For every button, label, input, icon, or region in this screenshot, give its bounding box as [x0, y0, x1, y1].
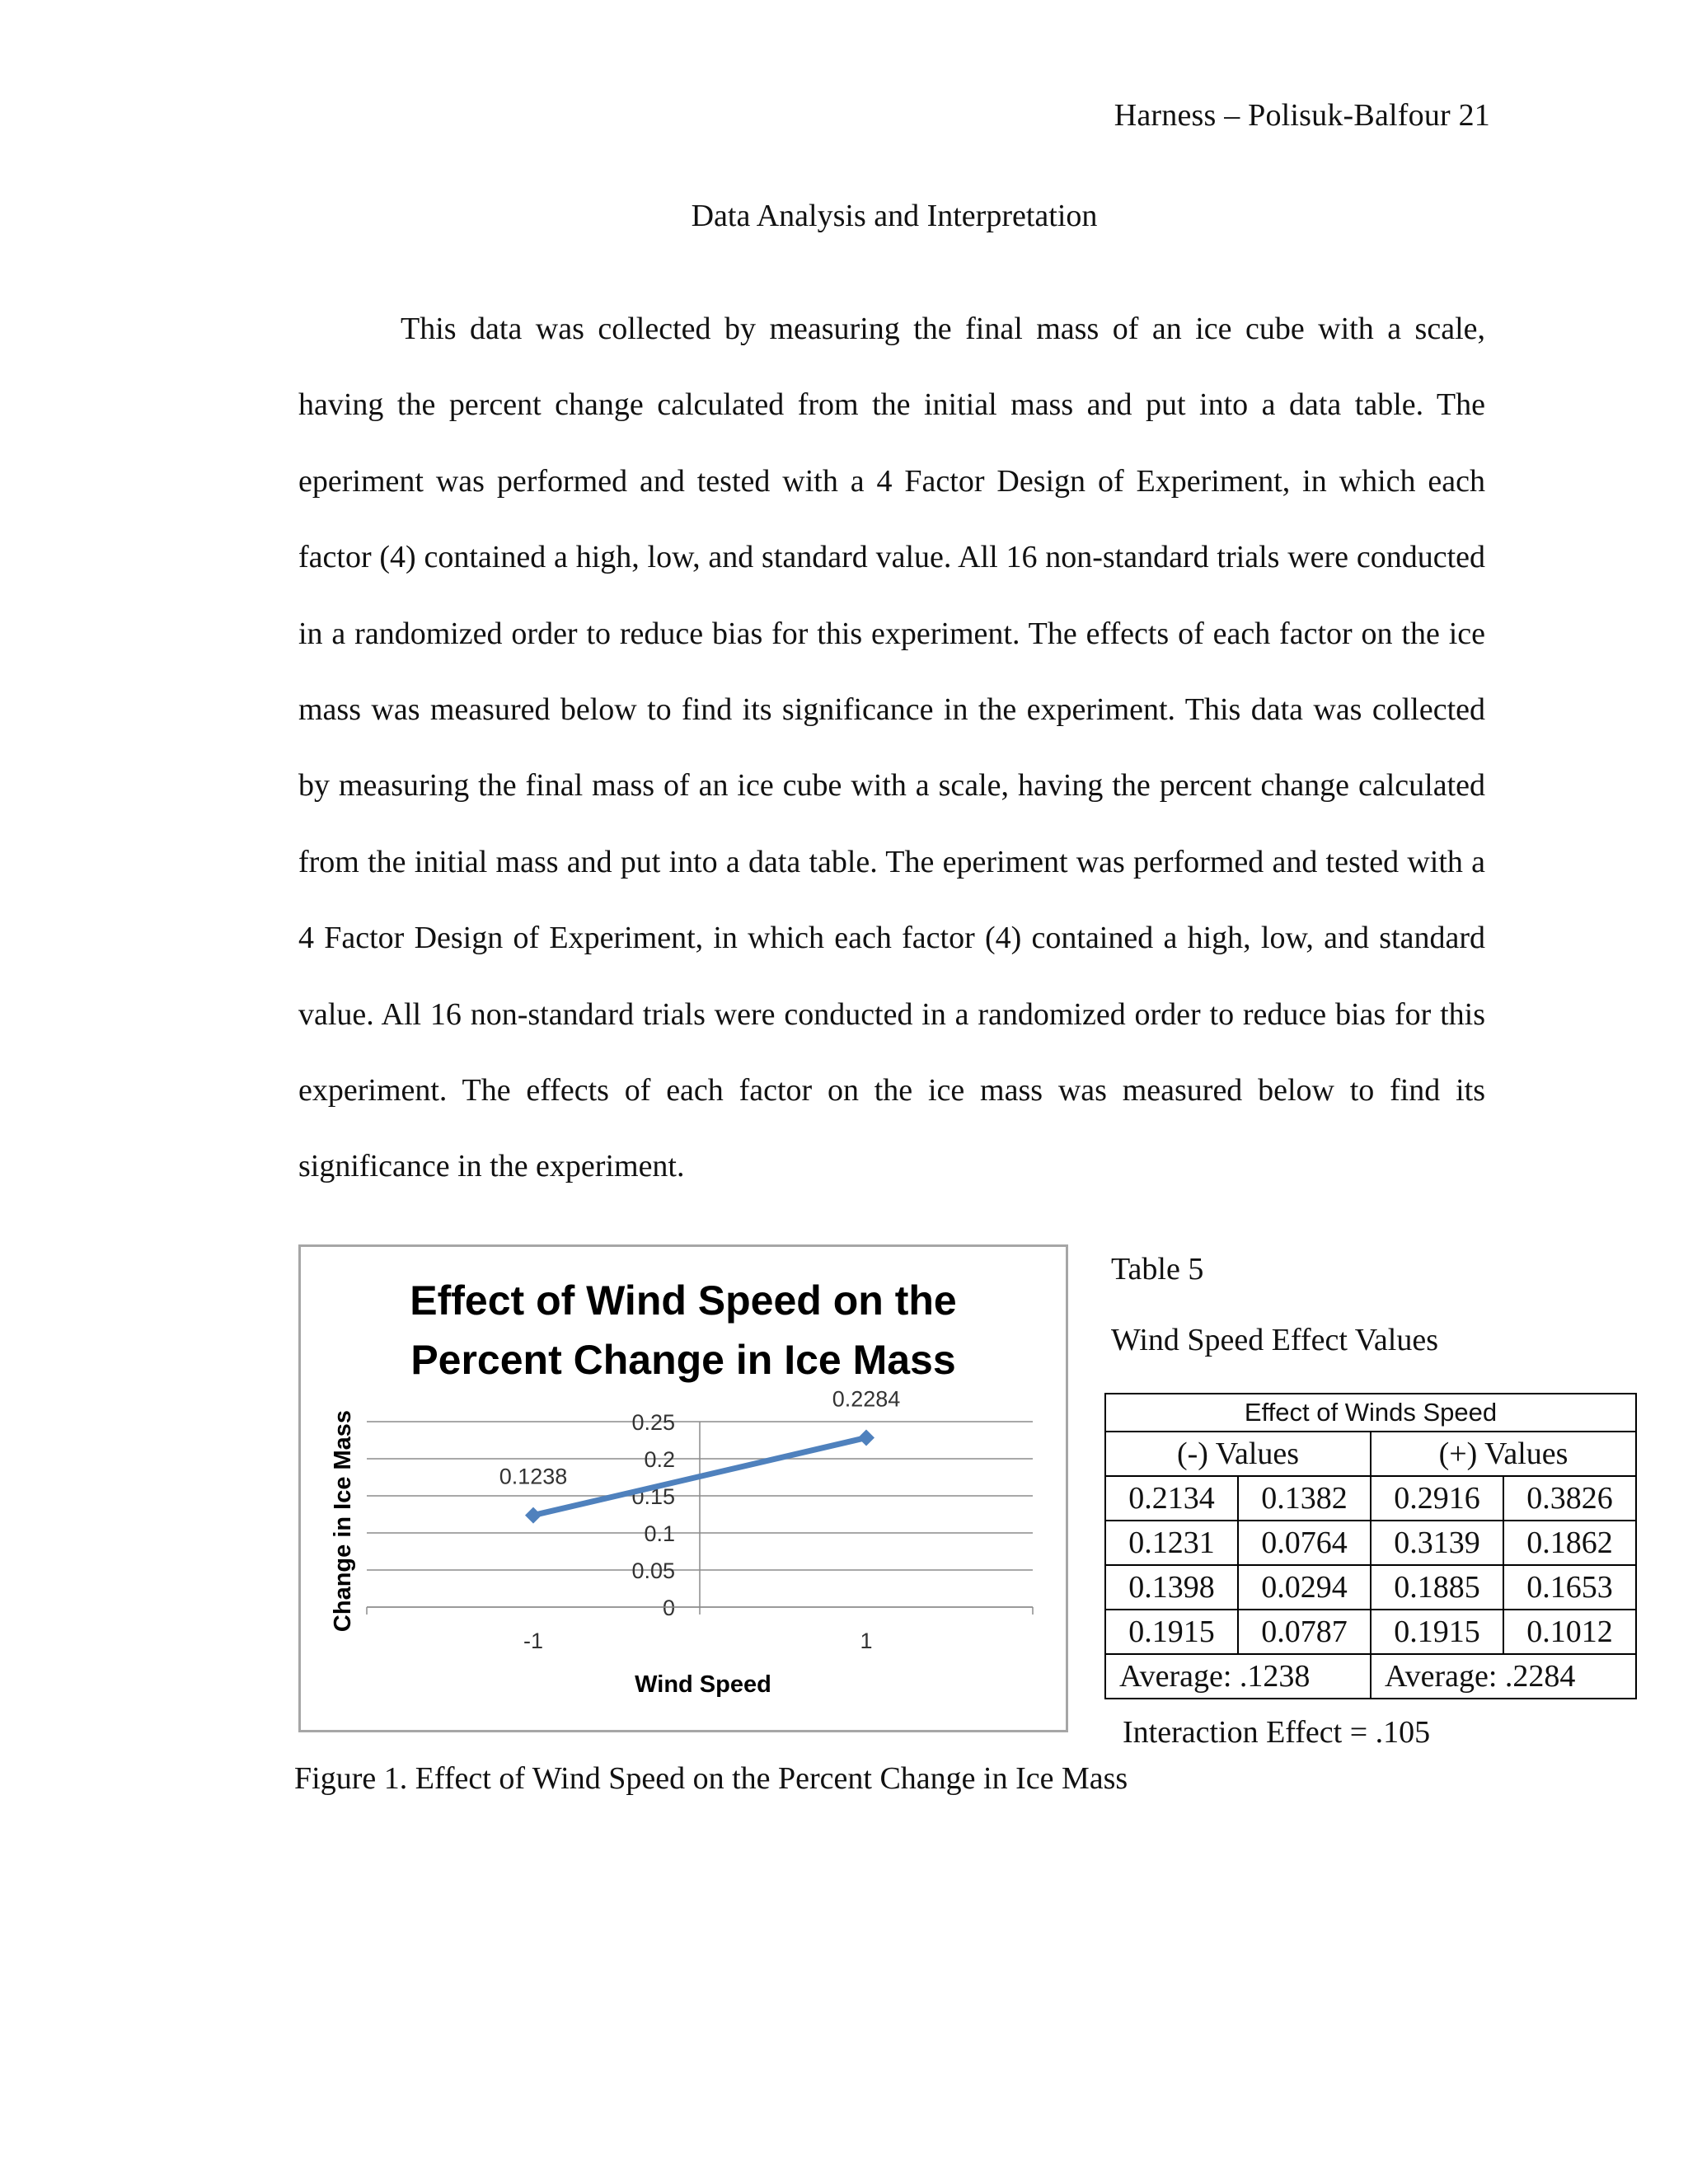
table-cell: 0.0764	[1238, 1521, 1371, 1565]
y-tick-label: 0.15	[631, 1484, 675, 1509]
y-tick-label: 0	[662, 1596, 675, 1620]
table-row	[1105, 1521, 1636, 1565]
group-negative: (-) Values	[1105, 1432, 1371, 1476]
data-label: 0.2284	[832, 1386, 901, 1412]
table-cell: 0.1382	[1238, 1476, 1371, 1521]
table-header: Effect of Winds Speed	[1105, 1394, 1636, 1432]
section-title: Data Analysis and Interpretation	[691, 199, 1098, 233]
table-cell: 0.0294	[1238, 1565, 1371, 1610]
average-negative: Average: .1238	[1105, 1654, 1371, 1699]
chart-title: Effect of Wind Speed on the	[410, 1277, 957, 1324]
x-axis-title: Wind Speed	[635, 1671, 771, 1698]
y-tick-label: 0.2	[644, 1447, 675, 1472]
group-positive: (+) Values	[1371, 1432, 1636, 1476]
interaction-effect: Interaction Effect = .105	[1123, 1715, 1431, 1750]
table-cell: 0.1885	[1371, 1565, 1503, 1610]
table-average-row	[1105, 1654, 1636, 1699]
chart-container	[298, 1244, 1068, 1732]
table-row	[1105, 1565, 1636, 1610]
table-header-row	[1105, 1394, 1636, 1432]
chart-title: Percent Change in Ice Mass	[410, 1337, 956, 1383]
table-cell: 0.0787	[1238, 1610, 1371, 1654]
table-cell: 0.2134	[1105, 1476, 1238, 1521]
table-row	[1105, 1476, 1636, 1521]
data-point	[858, 1429, 874, 1446]
table-number: Table 5	[1111, 1252, 1204, 1286]
table-cell: 0.1012	[1503, 1610, 1636, 1654]
table-group-row	[1105, 1432, 1636, 1476]
y-tick-label: 0.25	[631, 1410, 675, 1435]
table-cell: 0.1915	[1105, 1610, 1238, 1654]
x-tick-label: 1	[860, 1629, 873, 1653]
table-row	[1105, 1610, 1636, 1654]
page-header: Harness – Polisuk-Balfour 21	[1114, 98, 1490, 133]
table-cell: 0.1398	[1105, 1565, 1238, 1610]
y-tick-label: 0.05	[631, 1558, 675, 1583]
table-title: Wind Speed Effect Values	[1111, 1323, 1439, 1357]
table-cell: 0.3826	[1503, 1476, 1636, 1521]
line-chart	[301, 1247, 1066, 1730]
table-cell: 0.1915	[1371, 1610, 1503, 1654]
data-point	[525, 1507, 542, 1524]
table-cell: 0.1231	[1105, 1521, 1238, 1565]
average-positive: Average: .2284	[1371, 1654, 1636, 1699]
y-tick-label: 0.1	[644, 1521, 675, 1546]
body-paragraph: This data was collected by measuring the final mass of an ice cube with a scale, having the percent change calculated from the initial mass and put into a data table. The eperiment was performed and tested with a 4 Factor Design of Experiment, in which each factor (4) contained a high, low, and standard value. All 16 non-standard trials were conducted in a randomized order to reduce bias for this experiment. The effects of each factor on the ice mass was measured below to find its significance in the experiment. This data was collected by measuring the final mass of an ice cube with a scale, having the percent change calculated from the initial mass and put into a data table. The eperiment was performed and tested with a 4 Factor Design of Experiment, in which each factor (4) contained a high, low, and standard value. All 16 non-standard trials were conducted in a randomized order to reduce bias for this experiment. The effects of each factor on the ice mass was measured below to find its significance in the experiment.	[298, 312, 1485, 1184]
y-axis-title: Change in Ice Mass	[330, 1409, 356, 1633]
effect-values-table	[1104, 1393, 1637, 1699]
table-cell: 0.1862	[1503, 1521, 1636, 1565]
table-cell: 0.1653	[1503, 1565, 1636, 1610]
table-cell: 0.2916	[1371, 1476, 1503, 1521]
table-cell: 0.3139	[1371, 1521, 1503, 1565]
x-tick-label: -1	[523, 1629, 544, 1653]
figure-caption: Figure 1. Effect of Wind Speed on the Percent Change in Ice Mass	[294, 1761, 1128, 1796]
data-label: 0.1238	[499, 1464, 568, 1489]
